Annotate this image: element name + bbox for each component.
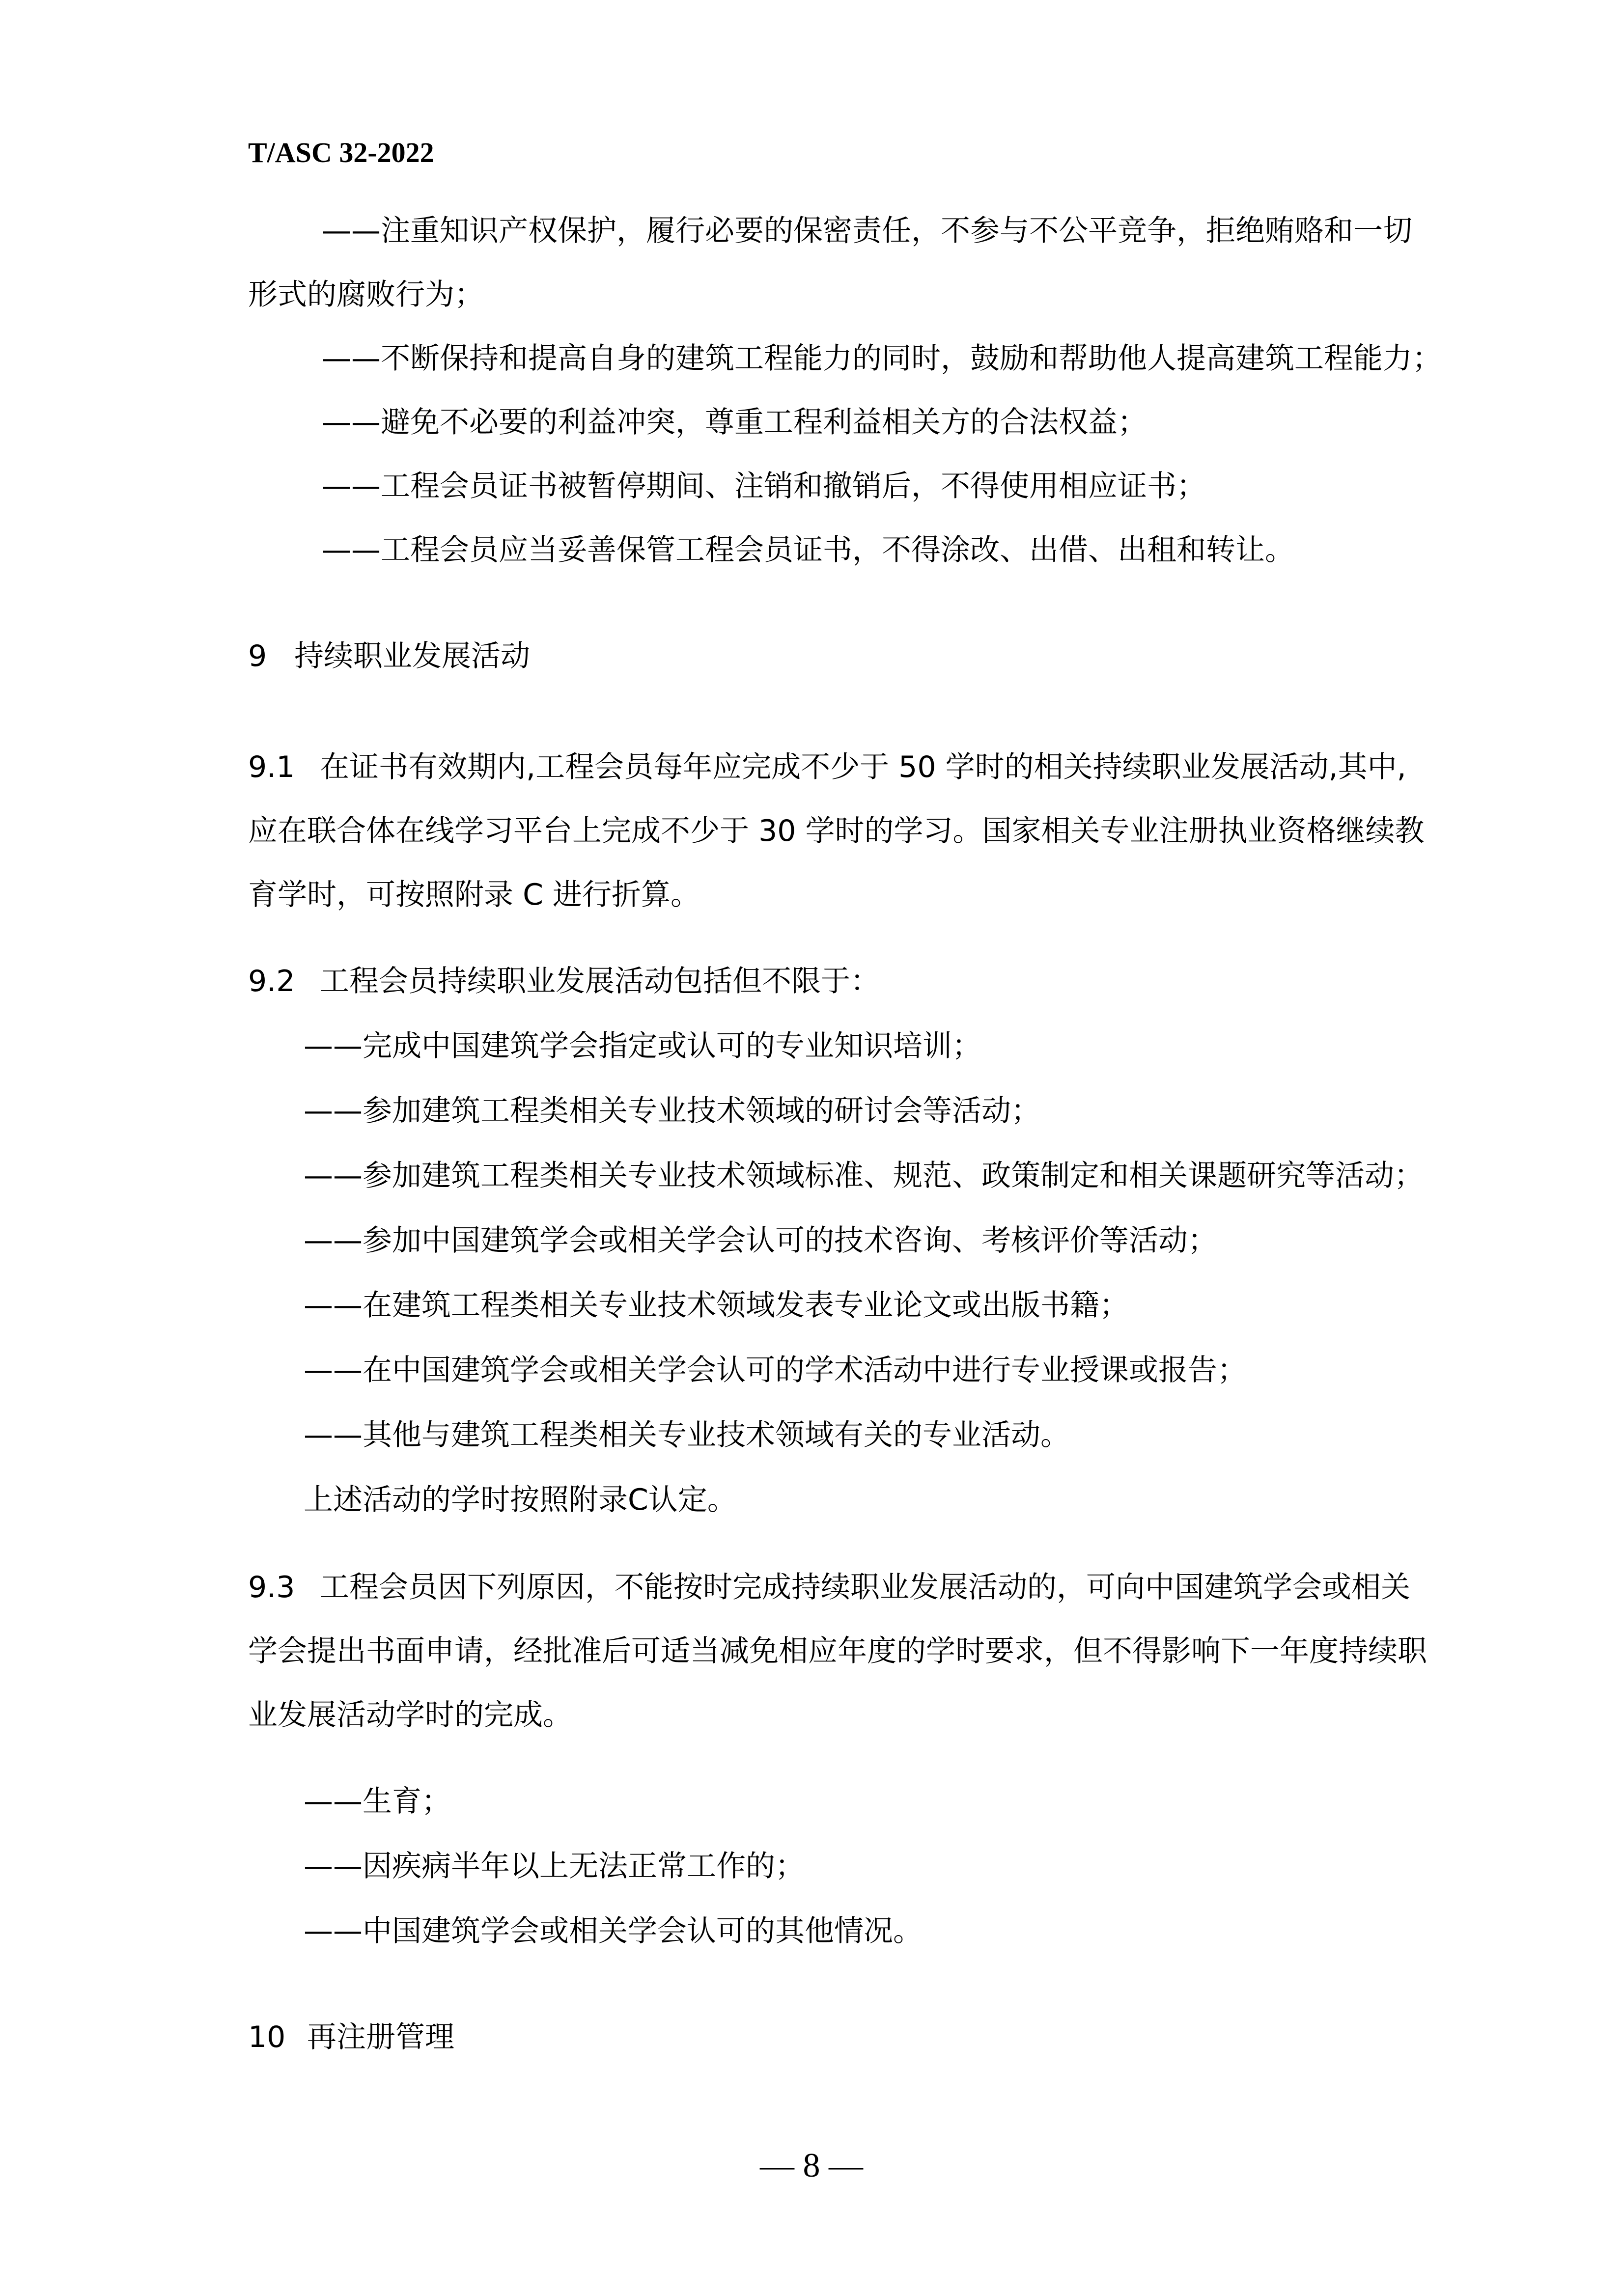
ethics-item-4: ——工程会员证书被暂停期间、注销和撤销后，不得使用相应证书； — [322, 469, 1206, 503]
cpd-activity-item: ——参加中国建筑学会或相关学会认可的技术咨询、考核评价等活动； — [304, 1223, 1217, 1258]
clause-9-2-intro-text: 工程会员持续职业发展活动包括但不限于： — [320, 964, 880, 998]
clause-9-2-closing: 上述活动的学时按照附录C认定。 — [304, 1483, 737, 1517]
clause-9-1-line-2: 应在联合体在线学习平台上完成不少于 30 学时的学习。国家相关专业注册执业资格继续教 — [248, 814, 1425, 848]
exemption-item: ——因疾病半年以上无法正常工作的； — [304, 1849, 805, 1883]
ethics-item-2: ——不断保持和提高自身的建筑工程能力的同时，鼓励和帮助他人提高建筑工程能力； — [322, 341, 1442, 376]
clause-9-3-line-2: 学会提出书面申请，经批准后可适当减免相应年度的学时要求，但不得影响下一年度持续职 — [248, 1634, 1427, 1668]
cpd-activity-item: ——参加建筑工程类相关专业技术领域标准、规范、政策制定和相关课题研究等活动； — [304, 1159, 1424, 1193]
section-9-title: 持续职业发展活动 — [294, 639, 530, 673]
clause-9-2-intro — [248, 964, 880, 999]
cpd-activity-item: ——完成中国建筑学会指定或认可的专业知识培训； — [304, 1029, 981, 1063]
document-code: T/ASC 32-2022 — [248, 137, 434, 168]
ethics-item-5: ——工程会员应当妥善保管工程会员证书，不得涂改、出借、出租和转让。 — [322, 533, 1294, 567]
clause-9-1-number: 9.1 — [248, 750, 295, 784]
ethics-item-3: ——避免不必要的利益冲突，尊重工程利益相关方的合法权益； — [322, 405, 1147, 440]
cpd-activity-item: ——在中国建筑学会或相关学会认可的学术活动中进行专业授课或报告； — [304, 1353, 1247, 1387]
section-10-heading — [248, 2019, 454, 2055]
clause-9-3-line-3: 业发展活动学时的完成。 — [248, 1698, 572, 1732]
ethics-item-1-line-1: ——注重知识产权保护，履行必要的保密责任，不参与不公平竞争，拒绝贿赂和一切 — [322, 214, 1412, 248]
section-9-number: 9 — [248, 639, 267, 673]
section-9-heading — [248, 638, 530, 674]
clause-9-2-number: 9.2 — [248, 964, 295, 998]
page-number: — 8 — — [760, 2147, 863, 2185]
clause-9-3-number: 9.3 — [248, 1570, 295, 1604]
clause-9-1-text-1: 在证书有效期内,工程会员每年应完成不少于 50 学时的相关持续职业发展活动,其中, — [320, 750, 1406, 784]
cpd-activity-item: ——参加建筑工程类相关专业技术领域的研讨会等活动； — [304, 1094, 1040, 1128]
clause-9-1-line-3: 育学时，可按照附录 C 进行折算。 — [248, 878, 700, 912]
exemption-item: ——生育； — [304, 1784, 451, 1819]
clause-9-1-line-1 — [248, 749, 1406, 785]
clause-9-3-line-1 — [248, 1570, 1410, 1605]
clause-9-3-text-1: 工程会员因下列原因，不能按时完成持续职业发展活动的，可向中国建筑学会或相关 — [320, 1570, 1410, 1604]
cpd-activity-item: ——在建筑工程类相关专业技术领域发表专业论文或出版书籍； — [304, 1288, 1129, 1323]
cpd-activity-item: ——其他与建筑工程类相关专业技术领域有关的专业活动。 — [304, 1418, 1070, 1452]
section-10-number: 10 — [248, 2020, 286, 2054]
ethics-item-1-line-2: 形式的腐败行为； — [248, 277, 484, 312]
exemption-item: ——中国建筑学会或相关学会认可的其他情况。 — [304, 1914, 923, 1948]
section-10-title: 再注册管理 — [307, 2020, 454, 2054]
